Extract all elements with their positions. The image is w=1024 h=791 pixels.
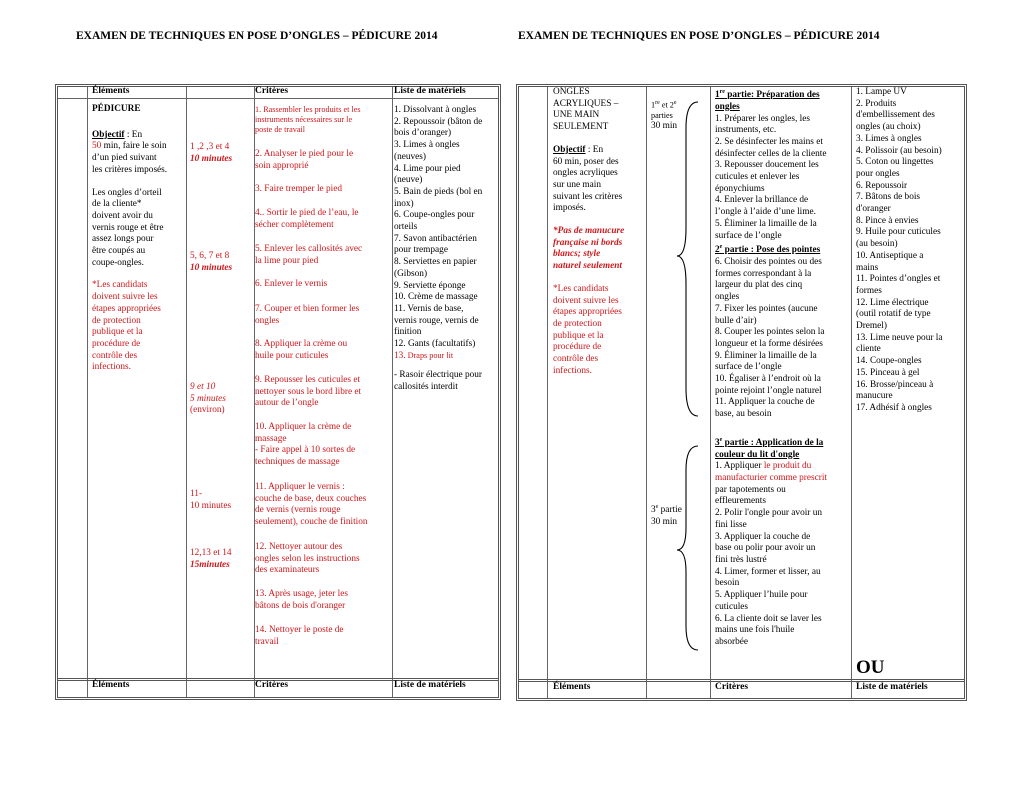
brace-part-3 [677, 446, 698, 650]
left-critere-2: 2. Analyser le pied pour le soin approprié [255, 149, 354, 171]
left-objectif-time: 50 [92, 141, 102, 152]
left-critere-7: 7. Couper et bien former les ongles [255, 304, 360, 326]
right-part2-title: 2e partie : Pose des pointes [715, 244, 821, 256]
left-footer-elements: Éléments [92, 680, 130, 690]
left-critere-5: 5. Enlever les callosités avec la lime pour pied [255, 244, 363, 266]
left-time-1: 1 ,2 ,3 et 4 10 minutes [190, 142, 233, 164]
right-col-margin [519, 87, 548, 698]
right-part1-title: 1re partie: Préparation des [715, 89, 820, 101]
brace-graphics [674, 98, 704, 658]
right-footer-materiel: Liste de matériels [856, 682, 928, 692]
right-ou-label: OU [856, 657, 885, 678]
left-critere-1: 1. Rassembler les produits et les instruments nécessaires sur le poste de travail [255, 105, 361, 134]
left-desc: Les ongles d’orteil de la cliente* doivent avoir du vernis rouge et être assez longs pour être coupés au coupe-ongles. [92, 187, 164, 268]
right-footer-elements: Éléments [553, 682, 591, 692]
left-time-2: 5, 6, 7 et 8 10 minutes [190, 251, 233, 273]
left-materiel-list: 1. Dissolvant à ongles 2. Repoussoir (bâton de bois d’oranger) 3. Limes à ongles (neuves) 4. Lime pour pied (neuve) 5. Bain de pieds (bol en inox) 6. Coupe-ongles pour orteils 7. Savon antibactérien pour trempage 8. Serviettes en papier (Gibson) 9. Serviette éponge 10. Crème de massage 11. Vernis de base, vernis rouge, vernis de finition 12. Gants (facultatifs) 13. Draps pour lit - Rasoir électrique pour callosités interdit [394, 105, 483, 393]
left-critere-10: 10. Appliquer la crème de massage - Faire appel à 10 sortes de techniques de massage [255, 422, 356, 468]
right-time-2: 3e partie 30 min [651, 504, 682, 527]
left-header-divider [58, 98, 498, 99]
left-critere-13: 13. Après usage, jeter les bâtons de bois d'oranger [255, 589, 348, 611]
right-footer-criteres: Critères [715, 682, 749, 692]
right-elements: ONGLES ACRYLIQUES – UNE MAIN SEULEMENT Objectif : En 60 min, poser des ongles acryliques sur une main suivant les critères imposés. *Pas de manucure française ni bords blancs; style naturel seulement *Les candidats doivent suivre les étapes appropriées de protection publique et la procédure de contrôle des infections. [553, 87, 625, 376]
left-col-margin [58, 87, 88, 697]
right-criteres: 1re partie: Préparation des ongles 1. Préparer les ongles, les instruments, etc. 2. Se désinfecter les mains et désinfecter celles de la cliente 3. Repousser doucement les cuticules et enlever les éponychiums 4. Enlever la brillance de l’ongle à l’aide d’une lime. 5. Éliminer la limaille de la surface de l’ongle 2e partie : Pose des pointes 6. Choisir des pointes ou des formes correspondant à la largeur du plat des cinq ongles 7. Fixer les pointes (aucune bulle d’air) 8. Couper les pointes selon la longueur et la forme désirées 9. Éliminer la limaille de la surface de l’ongle 10. Égaliser à l’endroit où la pointe rejoint l’ongle naturel 11. Appliquer la couche de base, au besoin 3e partie : Application de la couleur du lit d'ongle 1. Appliquer le produit du manufacturier comme prescrit par tapotements ou effleurements 2. Polir l'ongle pour avoir un fini lisse 3. Appliquer la couche de base ou polir pour avoir un fini très lustré 4. Limer, former et lisser, au besoin 5. Appliquer l’huile pour cuticules 6. La cliente doit se laver les mains une fois l'huile absorbée [715, 89, 828, 647]
right-objectif-label: Objectif [553, 144, 586, 155]
left-time-5: 12,13 et 14 15minutes [190, 548, 232, 570]
right-part3-title: 3e partie : Application de la [715, 436, 824, 448]
left-header-criteres: Critères [255, 86, 289, 96]
left-critere-8: 8. Appliquer la crème ou huile pour cuticules [255, 339, 348, 361]
left-objectif-line: Objectif : En [92, 129, 143, 140]
right-materiel-list: 1. Lampe UV 2. Produits d'embellissement des ongles (au choix) 3. Limes à ongles 4. Polissoir (au besoin) 5. Coton ou lingettes pour ongles 6. Repoussoir 7. Bâtons de bois d'oranger 8. Pince à envies 9. Huile pour cuticules (au besoin) 10. Antiseptique a mains 11. Pointes d’ongles et formes 12. Lime électrique (outil rotatif de type Dremel) 13. Lime neuve pour la cliente 14. Coupe-ongles 15. Pinceau à gel 16. Brosse/pinceau à manucure 17. Adhésif à ongles [856, 87, 943, 413]
left-critere-6: 6. Enlever le vernis [255, 279, 328, 289]
left-materiel-13: 13. Draps pour lit [394, 350, 454, 361]
left-critere-9: 9. Repousser les cuticules et nettoyer sous le bord libre et autour de l’ongle [255, 375, 362, 409]
left-critere-3: 3. Faire tremper le pied [255, 184, 342, 194]
left-time-4: 11- 10 minutes [190, 489, 232, 511]
left-elements: PÉDICURE Objectif : En 50 min, faire le soin d’un pied suivant les critères imposés. Les ongles d’orteil de la cliente* doivent avoir du vernis rouge et être assez longs pour être coupés au coupe-ongles. *Les candidats doivent suivre les étapes appropriées de protection publique et la procédure de contrôle des infections. [92, 104, 168, 373]
left-critere-11: 11. Appliquer le vernis : couche de base, deux couches de vernis (vernis rouge seulement), couche de finition [255, 482, 368, 528]
left-critere-12: 12. Nettoyer autour des ongles selon les instructions des examinateurs [255, 542, 360, 576]
page-title-right: EXAMEN DE TECHNIQUES EN POSE D’ONGLES – PÉDICURE 2014 [518, 30, 880, 42]
left-section-title: PÉDICURE [92, 104, 141, 114]
left-header-materiel: Liste de matériels [394, 86, 466, 96]
right-note: *Les candidats doivent suivre les étapes appropriées de protection publique et la procédure de contrôle des infections. [553, 283, 622, 376]
left-footer-materiel: Liste de matériels [394, 680, 466, 690]
page-title-left: EXAMEN DE TECHNIQUES EN POSE D’ONGLES – PÉDICURE 2014 [76, 30, 438, 42]
left-footer-criteres: Critères [255, 680, 289, 690]
brace-parts-1-2 [677, 102, 698, 416]
left-time-3: 9 et 10 5 minutes (environ) [190, 382, 226, 416]
right-note-style: *Pas de manucure française ni bords blancs; style naturel seulement [553, 226, 625, 272]
right-section-title: ONGLES ACRYLIQUES – UNE MAIN SEULEMENT [553, 87, 619, 133]
left-critere-4: 4.. Sortir le pied de l’eau, le sécher complètement [255, 208, 359, 230]
left-header-elements: Éléments [92, 86, 130, 96]
left-objectif-label: Objectif [92, 129, 125, 140]
left-critere-14: 14. Nettoyer le poste de travail [255, 625, 344, 647]
left-note: *Les candidats doivent suivre les étapes appropriées de protection publique et la procédure de contrôle des infections. [92, 280, 161, 373]
right-time-1: 1re et 2e parties 30 min [651, 100, 678, 131]
